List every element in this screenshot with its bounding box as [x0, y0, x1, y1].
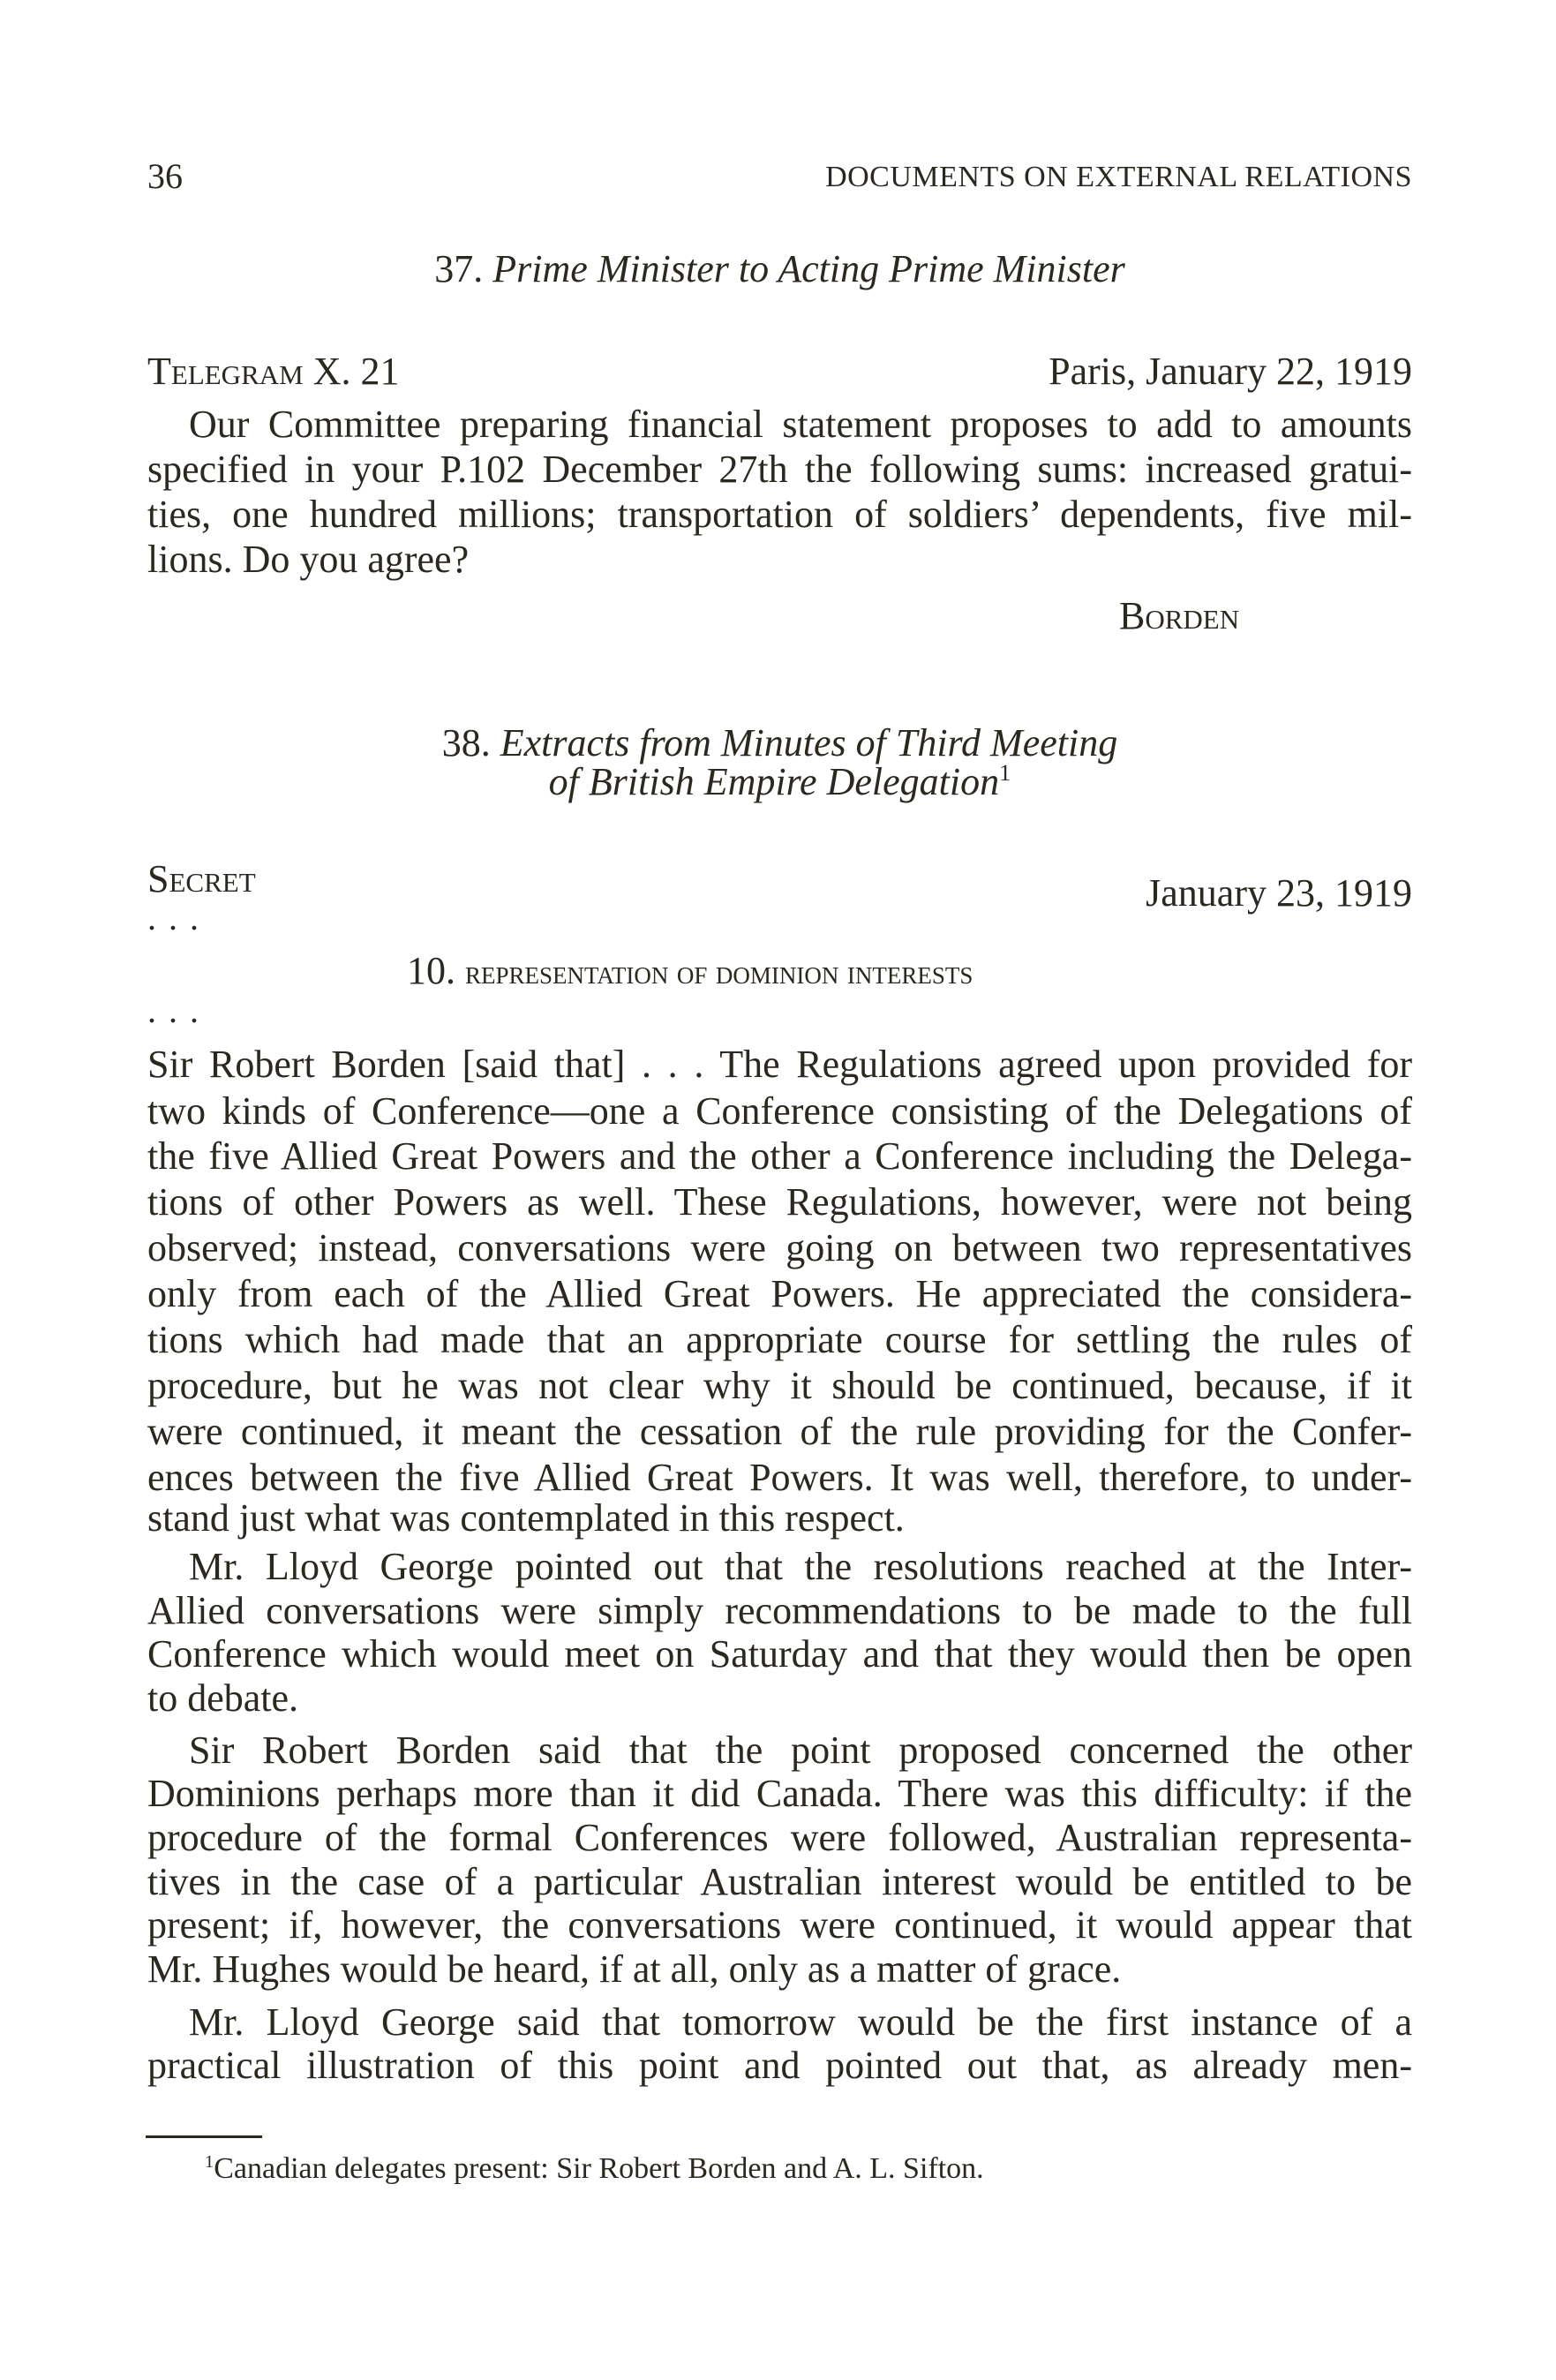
doc38-title-line2: of British Empire Delegation: [548, 760, 1000, 803]
body-line: Mr. Lloyd George pointed out that the resolutions reached at the Inter-: [189, 1545, 1412, 1588]
body-line: procedure of the formal Conferences were followed, Australian representa-: [147, 1816, 1412, 1859]
body-line: Mr. Hughes would be heard, if at all, only as a matter of grace.: [147, 1947, 1122, 1991]
body-line: tions which had made that an appropriate course for settling the rules of: [147, 1318, 1412, 1361]
body-line: ences between the five Allied Great Powers. It was well, therefore, to under-: [147, 1456, 1412, 1499]
body-line: only from each of the Allied Great Powers. He appreciated the considera-: [147, 1272, 1412, 1315]
body-line: were continued, it meant the cessation of the rule providing for the Confer-: [147, 1410, 1412, 1453]
body-line: Sir Robert Borden [said that] . . . The Regulations agreed upon provided for: [147, 1043, 1412, 1086]
footnote-text: Canadian delegates present: Sir Robert Borden and A. L. Sifton.: [214, 2152, 984, 2185]
doc37-type-ref: X. 21: [312, 350, 400, 393]
doc38-section-title: representation of dominion interests: [465, 954, 973, 991]
doc38-section-number: 10.: [407, 949, 455, 992]
footnote: [205, 2151, 984, 2185]
doc37-body-line: lions. Do you agree?: [147, 538, 470, 581]
footnote-mark: 1: [205, 2151, 214, 2172]
doc37-place-date: Paris, January 22, 1919: [1049, 350, 1412, 393]
doc37-body-line: Our Committee preparing financial statement proposes to add to amounts: [189, 403, 1412, 446]
doc38-heading-line1: [147, 721, 1412, 764]
body-line: Mr. Lloyd George said that tomorrow would be the first instance of a: [189, 2000, 1412, 2044]
body-line: Dominions perhaps more than it did Canada. There was this difficulty: if the: [147, 1772, 1412, 1815]
body-line: Sir Robert Borden said that the point proposed concerned the other: [189, 1729, 1412, 1772]
doc37-heading: [147, 247, 1412, 290]
running-title: DOCUMENTS ON EXTERNAL RELATIONS: [825, 161, 1412, 193]
body-line: tives in the case of a particular Australian interest would be entitled to be: [147, 1860, 1412, 1903]
body-line: stand just what was contemplated in this respect.: [147, 1496, 905, 1540]
doc38-heading-line2: [147, 759, 1412, 803]
doc38-section-heading: [407, 949, 973, 992]
doc37-number: 37.: [434, 247, 484, 290]
doc37-signature: Borden: [1119, 594, 1240, 637]
body-line: observed; instead, conversations were going on between two representatives: [147, 1226, 1412, 1269]
doc38-date: January 23, 1919: [1146, 871, 1412, 915]
doc38-number: 38.: [441, 721, 491, 764]
body-line: procedure, but he was not clear why it should be continued, because, if it: [147, 1364, 1412, 1407]
body-line: practical illustration of this point and pointed out that, as already men-: [147, 2044, 1412, 2087]
doc37-title: Prime Minister to Acting Prime Minister: [492, 247, 1125, 290]
doc38-title-line1: Extracts from Minutes of Third Meeting: [500, 721, 1118, 764]
body-line: tions of other Powers as well. These Regulations, however, were not being: [147, 1180, 1412, 1224]
body-line: to debate.: [147, 1676, 299, 1720]
doc38-classification: Secret: [147, 857, 256, 900]
body-line: Conference which would meet on Saturday and that they would then be open: [147, 1632, 1412, 1676]
footnote-marker: 1: [999, 759, 1011, 787]
ellipsis-2: ...: [147, 990, 211, 1030]
page-number: 36: [147, 156, 183, 196]
ellipsis-1: ...: [147, 898, 211, 938]
body-line: two kinds of Conference—one a Conference consisting of the Delegations of: [147, 1089, 1412, 1133]
body-line: Allied conversations were simply recommendations to be made to the full: [147, 1589, 1412, 1632]
body-line: present; if, however, the conversations were continued, it would appear that: [147, 1903, 1412, 1947]
body-line: the five Allied Great Powers and the other a Conference including the Delega-: [147, 1134, 1412, 1178]
doc37-body-line: specified in your P.102 December 27th the following sums: increased gratui-: [147, 448, 1412, 491]
doc37-type-label: Telegram: [147, 350, 304, 393]
doc37-body-line: ties, one hundred millions; transportation of soldiers’ dependents, five mil-: [147, 493, 1412, 536]
footnote-rule: [146, 2135, 262, 2138]
